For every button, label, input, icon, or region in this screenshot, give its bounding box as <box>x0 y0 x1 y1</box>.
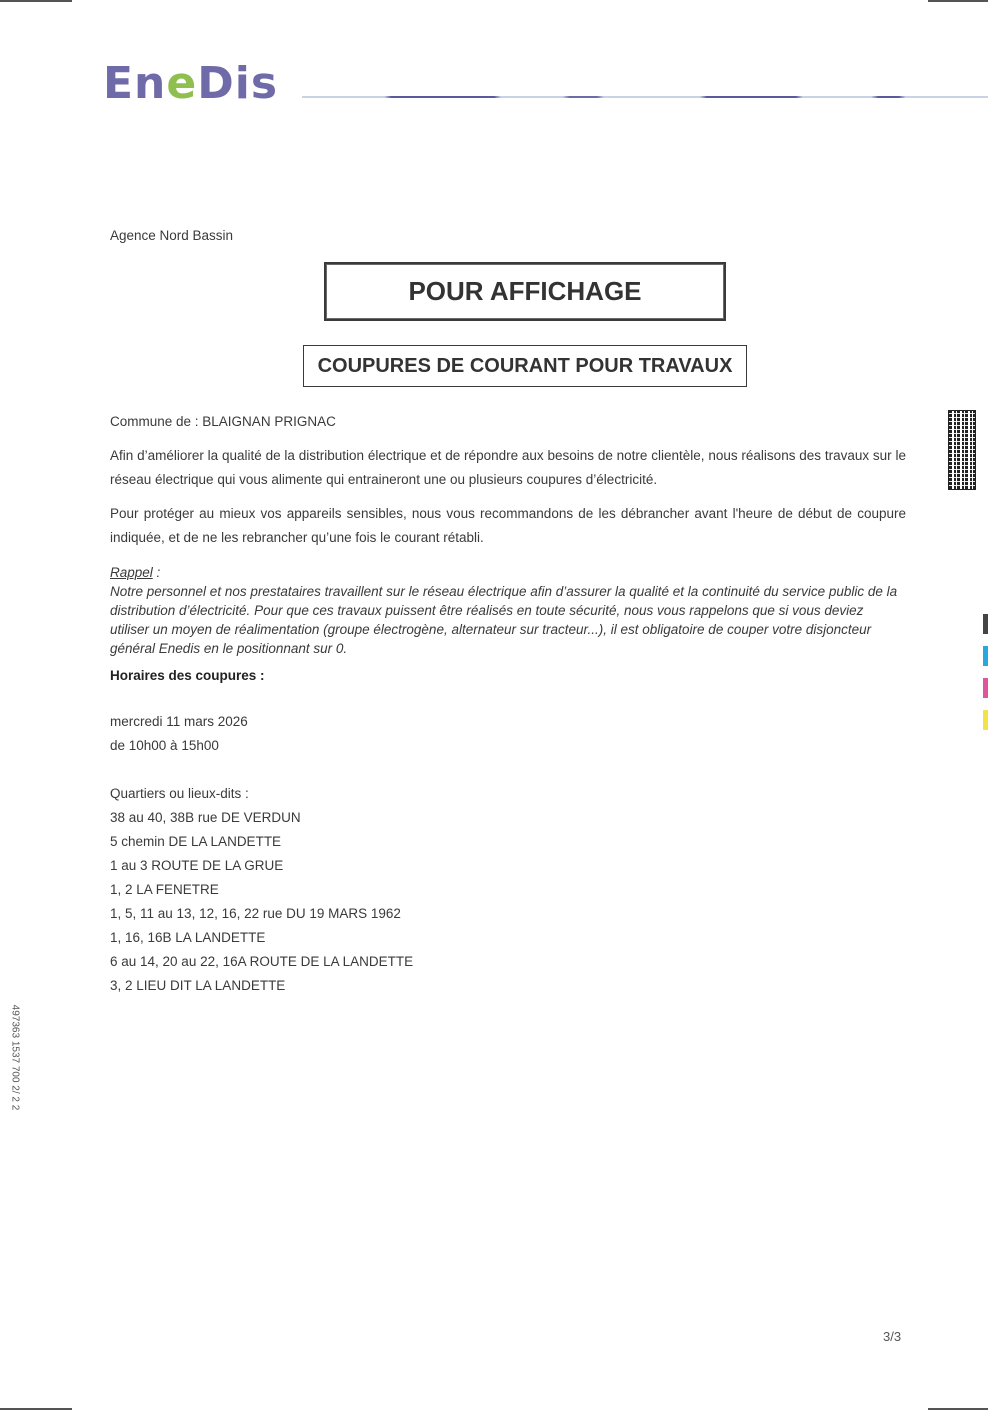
quartiers-title: Quartiers ou lieux-dits : <box>110 786 249 801</box>
side-print-code: 497363 1537 700 2/ 2 2 <box>9 1004 21 1111</box>
title-box-affichage <box>324 262 726 321</box>
list-item: 1, 5, 11 au 13, 12, 16, 22 rue DU 19 MARS 1962 <box>110 906 401 921</box>
outage-date: mercredi 11 mars 2026 <box>110 714 248 729</box>
scan-mark-bottom-right <box>928 1408 988 1410</box>
rappel-title: Rappel <box>110 565 153 580</box>
color-mark-black <box>983 614 988 634</box>
commune-line: Commune de : BLAIGNAN PRIGNAC <box>110 414 336 429</box>
title-affichage-text: POUR AFFICHAGE <box>408 276 642 306</box>
logo-text-left: En <box>103 58 167 109</box>
title-coupures-text: COUPURES DE COURANT POUR TRAVAUX <box>317 354 733 377</box>
list-item: 38 au 40, 38B rue DE VERDUN <box>110 810 301 825</box>
horaires-title: Horaires des coupures : <box>110 668 265 683</box>
scan-mark-top-left <box>0 0 72 2</box>
list-item: 6 au 14, 20 au 22, 16A ROUTE DE LA LANDETTE <box>110 954 414 969</box>
agence-name: Agence Nord Bassin <box>110 228 234 243</box>
logo-text-right: Dis <box>197 58 279 109</box>
logo-divider-line <box>302 96 988 98</box>
page-number: 3/3 <box>883 1329 902 1344</box>
list-item: 1, 16, 16B LA LANDETTE <box>110 930 266 945</box>
rappel-heading <box>110 563 900 582</box>
logo-text-mid: e <box>166 58 198 109</box>
color-mark-magenta <box>983 678 988 698</box>
intro-paragraph: Afin d’améliorer la qualité de la distribution électrique et de répondre aux besoins de notre clientèle, nous réalisons des travaux sur le réseau électrique qui vous alimente qui entraineront une ou plusieurs coupures d’électricité. <box>110 448 906 487</box>
outage-time: de 10h00 à 15h00 <box>110 738 219 753</box>
list-item: 5 chemin DE LA LANDETTE <box>110 834 282 849</box>
rappel-text: Notre personnel et nos prestataires travaillent sur le réseau électrique afin d’assurer la qualité et la continuité du service public de la distribution d’électricité. Pour que ces travaux puissent être réalisés en toute sécurité, nous vous rappelons que si vous deviez utiliser un moyen de réalimentation (groupe électrogène, alternateur sur tracteur...), il est obligatoire de couper votre disjoncteur général Enedis en le positionnant sur 0. <box>110 584 898 656</box>
datamatrix-barcode <box>948 410 976 490</box>
scan-mark-top-right <box>928 0 988 2</box>
quartiers-list <box>110 806 413 998</box>
advice-paragraph: Pour protéger au mieux vos appareils sensibles, nous vous recommandons de les débrancher avant l'heure de début de coupure indiquée, et de ne les rebrancher qu’une fois le courant rétabli. <box>110 506 906 545</box>
rappel-section <box>110 563 900 658</box>
title-box-coupures <box>303 345 747 387</box>
list-item: 1, 2 LA FENETRE <box>110 882 219 897</box>
scan-mark-bottom-left <box>0 1408 72 1410</box>
rappel-title-suffix: : <box>152 565 161 580</box>
color-mark-cyan <box>983 646 988 666</box>
list-item: 3, 2 LIEU DIT LA LANDETTE <box>110 978 286 993</box>
enedis-logo <box>103 60 278 108</box>
list-item: 1 au 3 ROUTE DE LA GRUE <box>110 858 284 873</box>
color-mark-yellow <box>983 710 988 730</box>
